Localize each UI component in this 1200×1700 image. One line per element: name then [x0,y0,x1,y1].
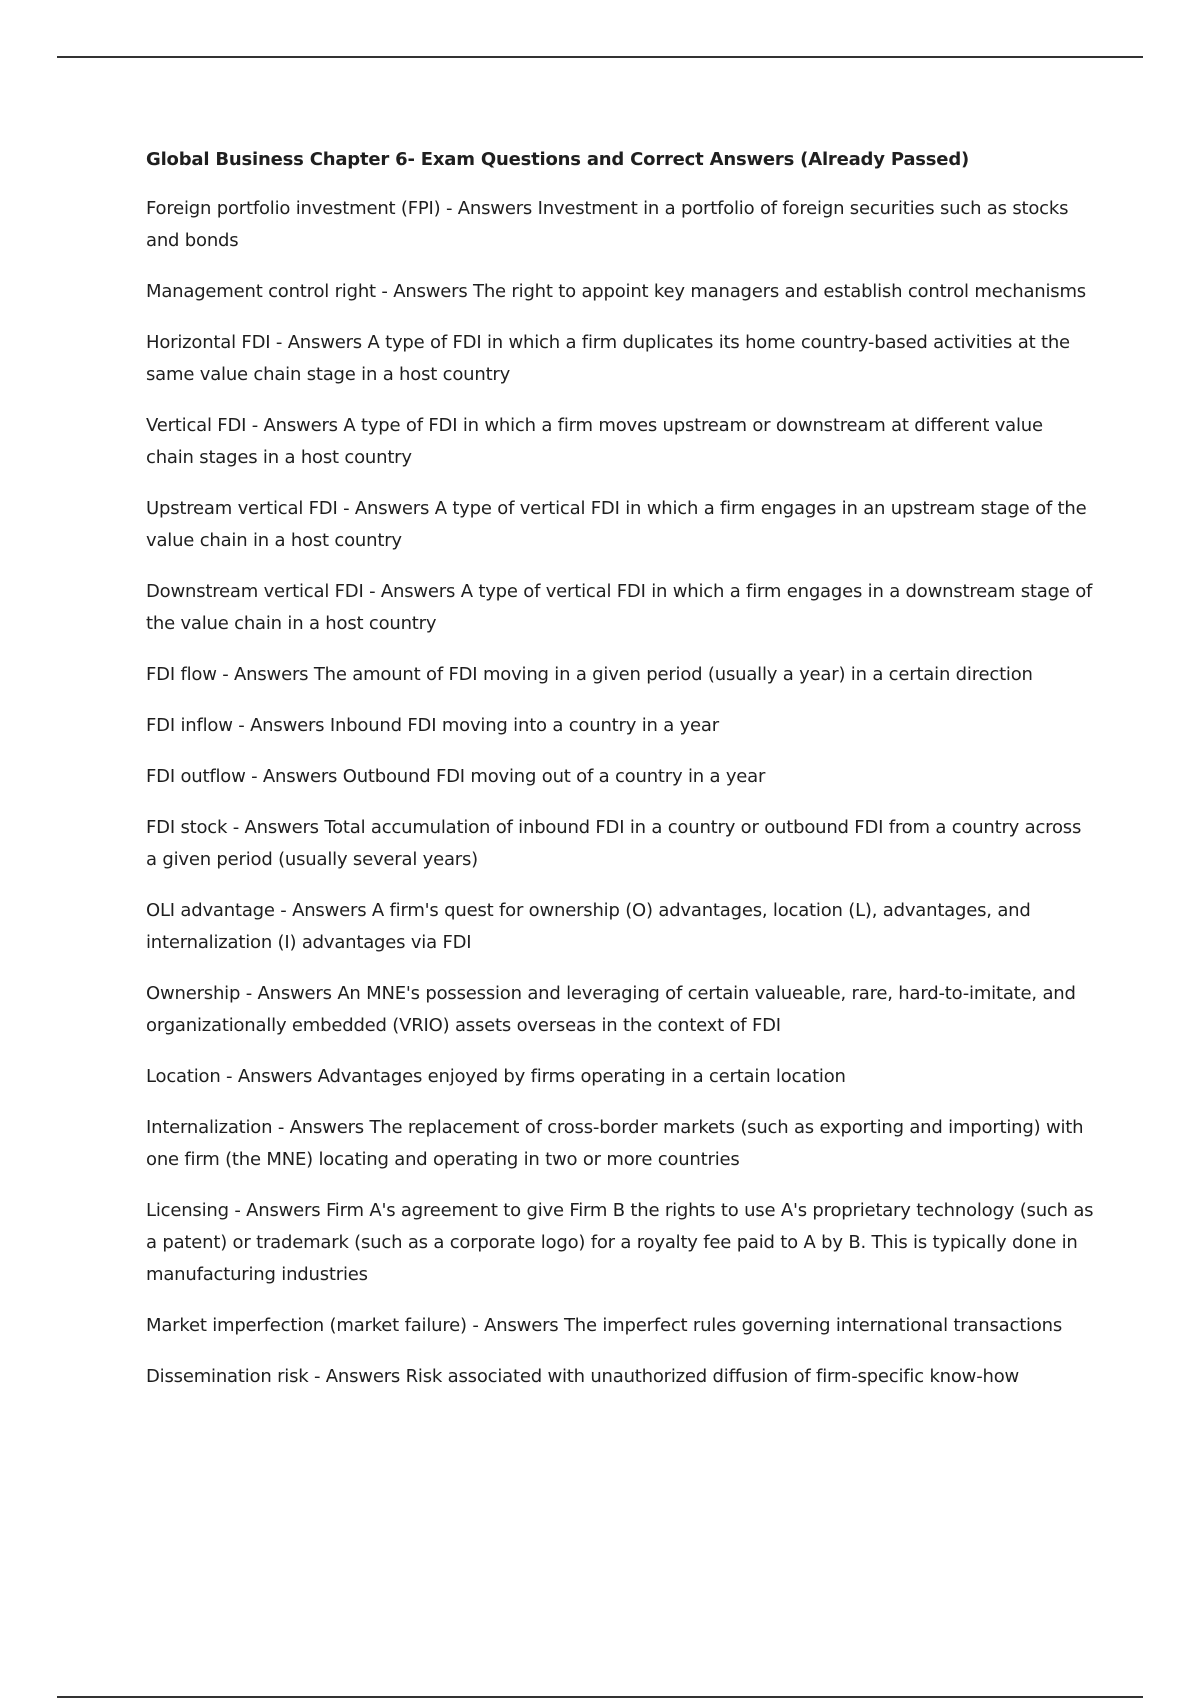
qa-entry: Location - Answers Advantages enjoyed by firms operating in a certain location [146,1066,846,1087]
qa-list [146,193,1096,1393]
qa-entry: Ownership - Answers An MNE's possession and leveraging of certain valueable, rare, hard-to-imitate, and organizationally embedded (VRIO) assets overseas in the context of FDI [146,983,1076,1036]
qa-entry: Horizontal FDI - Answers A type of FDI in which a firm duplicates its home country-based activities at the same value chain stage in a host country [146,332,1070,385]
footer-rule [57,1696,1143,1698]
qa-entry: Management control right - Answers The right to appoint key managers and establish control mechanisms [146,281,1086,302]
qa-entry: Vertical FDI - Answers A type of FDI in which a firm moves upstream or downstream at different value chain stages in a host country [146,415,1043,468]
qa-entry: Downstream vertical FDI - Answers A type of vertical FDI in which a firm engages in a downstream stage of the value chain in a host country [146,581,1093,634]
qa-entry: FDI outflow - Answers Outbound FDI moving out of a country in a year [146,766,766,787]
document-title: Global Business Chapter 6- Exam Questions and Correct Answers (Already Passed) [146,149,970,170]
qa-entry: Internalization - Answers The replacement of cross-border markets (such as exporting and importing) with one firm (the MNE) locating and operating in two or more countries [146,1117,1084,1170]
qa-entry: Market imperfection (market failure) - Answers The imperfect rules governing international transactions [146,1315,1063,1336]
qa-entry: Dissemination risk - Answers Risk associated with unauthorized diffusion of firm-specific know-how [146,1366,1020,1387]
qa-entry: FDI inflow - Answers Inbound FDI moving into a country in a year [146,715,719,736]
qa-entry: FDI stock - Answers Total accumulation of inbound FDI in a country or outbound FDI from a country across a given period (usually several years) [146,817,1082,870]
qa-entry: Licensing - Answers Firm A's agreement to give Firm B the rights to use A's proprietary technology (such as a patent) or trademark (such as a corporate logo) for a royalty fee paid to A by B. This is typically done in manufacturing industries [146,1200,1094,1285]
qa-entry: Upstream vertical FDI - Answers A type of vertical FDI in which a firm engages in an upstream stage of the value chain in a host country [146,498,1087,551]
document-body [146,145,1096,1412]
qa-entry: OLI advantage - Answers A firm's quest for ownership (O) advantages, location (L), advantages, and internalization (I) advantages via FDI [146,900,1031,953]
qa-entry: FDI flow - Answers The amount of FDI moving in a given period (usually a year) in a certain direction [146,664,1033,685]
qa-entry: Foreign portfolio investment (FPI) - Answers Investment in a portfolio of foreign securities such as stocks and bonds [146,198,1069,251]
header-rule [57,56,1143,58]
